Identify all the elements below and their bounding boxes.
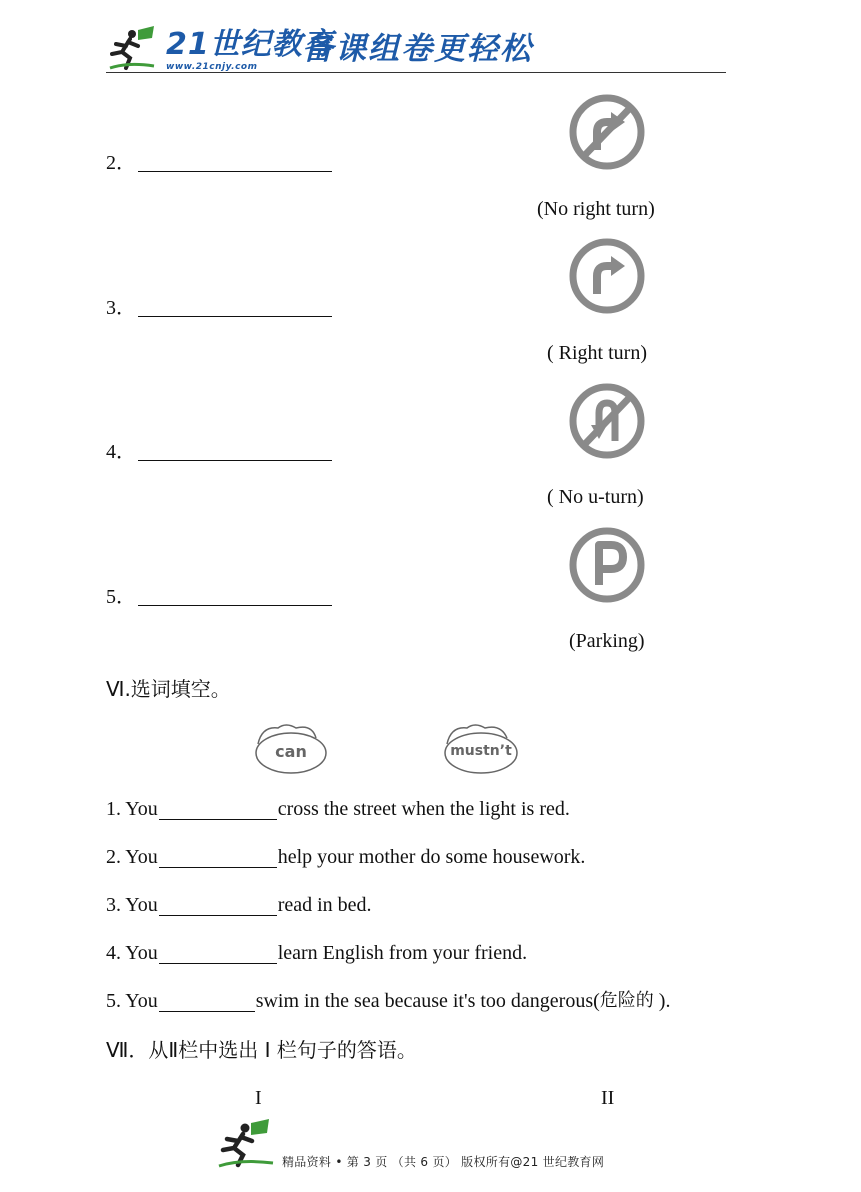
no-right-turn-sign-icon xyxy=(567,92,647,172)
sentence-blank[interactable] xyxy=(159,801,277,820)
fill-sentence-1 xyxy=(106,798,570,820)
item-number: 2． xyxy=(106,152,136,174)
sentence-prefix: 2. You xyxy=(106,846,158,868)
sentence-rest: read in bed. xyxy=(277,894,372,916)
sign-caption: (No right turn) xyxy=(537,198,655,220)
sentence-rest: cross the street when the light is red. xyxy=(277,798,570,820)
item-number: 4． xyxy=(106,441,136,463)
column-2-heading: II xyxy=(601,1087,615,1109)
sentence-blank[interactable] xyxy=(159,897,277,916)
sentence-blank[interactable] xyxy=(159,993,255,1012)
item-number: 3． xyxy=(106,297,136,319)
sentence-tail: ). xyxy=(653,990,671,1012)
fill-sentence-3 xyxy=(106,894,372,916)
fill-sentence-5 xyxy=(106,990,670,1012)
fill-sentence-4 xyxy=(106,942,527,964)
word-bubble-mustnt xyxy=(443,722,519,776)
sign-caption: ( No u-turn) xyxy=(547,486,644,508)
parking-sign-icon xyxy=(567,525,647,605)
column-1-heading: I xyxy=(255,1087,262,1109)
sentence-rest: swim in the sea because it's too dangerous( xyxy=(255,990,600,1012)
section-7-title: Ⅶ．从Ⅱ栏中选出 I 栏句子的答语。 xyxy=(106,1038,417,1062)
sign-caption: ( Right turn) xyxy=(547,342,647,364)
brand-url: www.21cnjy.com xyxy=(166,62,258,72)
brand-name: 21世纪教育 xyxy=(166,27,334,62)
answer-blank[interactable] xyxy=(138,605,332,606)
header-slogan: 备课组卷更轻松 xyxy=(302,31,533,67)
header-divider xyxy=(106,72,726,73)
sentence-blank[interactable] xyxy=(159,945,277,964)
section-6-title: Ⅵ.选词填空。 xyxy=(106,677,231,701)
word-can: can xyxy=(275,742,307,761)
footer-runner-logo-icon xyxy=(217,1117,275,1169)
footer-text: 精品资料 • 第 3 页 （共 6 页） 版权所有@21 世纪教育网 xyxy=(282,1155,605,1169)
no-u-turn-sign-icon xyxy=(567,381,647,461)
word-mustnt: mustn’t xyxy=(450,743,512,759)
item-number: 5． xyxy=(106,586,136,608)
sentence-rest: learn English from your friend. xyxy=(277,942,528,964)
sentence-prefix: 5. You xyxy=(106,990,158,1012)
right-turn-sign-icon xyxy=(567,236,647,316)
sentence-prefix: 3. You xyxy=(106,894,158,916)
runner-logo-icon xyxy=(108,24,158,72)
answer-blank[interactable] xyxy=(138,460,332,461)
sentence-chinese-gloss: 危险的 xyxy=(599,990,654,1011)
sentence-blank[interactable] xyxy=(159,849,277,868)
sentence-prefix: 4. You xyxy=(106,942,158,964)
sign-caption: (Parking) xyxy=(569,630,645,652)
answer-blank[interactable] xyxy=(138,316,332,317)
word-bubble-can xyxy=(254,722,328,776)
answer-blank[interactable] xyxy=(138,171,332,172)
sentence-prefix: 1. You xyxy=(106,798,158,820)
sentence-rest: help your mother do some housework. xyxy=(277,846,586,868)
fill-sentence-2 xyxy=(106,846,585,868)
